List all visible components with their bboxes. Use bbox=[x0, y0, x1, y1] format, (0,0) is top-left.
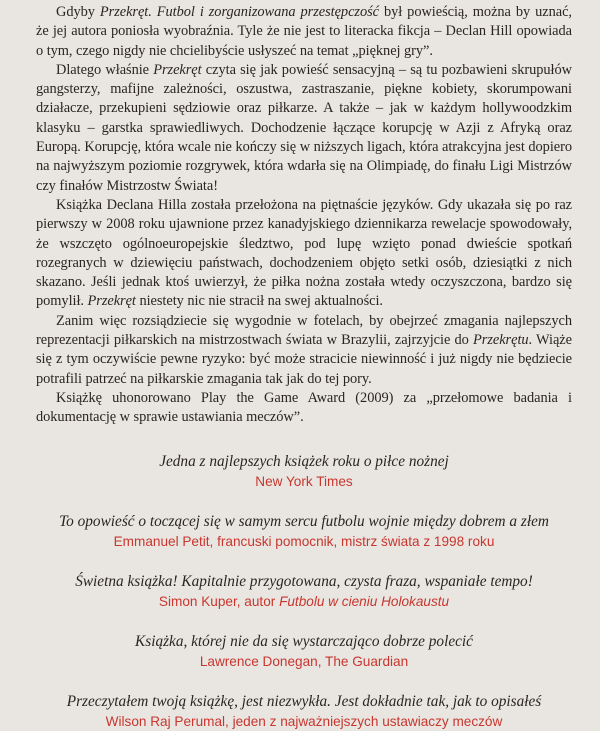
quote-source-author: Simon Kuper, autor bbox=[158, 593, 280, 609]
quote-source: Wilson Raj Perumal, jeden z najważniejszych ustawiaczy meczów bbox=[105, 713, 503, 729]
quote-source: Emmanuel Petit, francuski pomocnik, mistrz świata z 1998 roku bbox=[113, 533, 495, 549]
blurb-paragraph-2 bbox=[36, 61, 572, 196]
quote-source: Lawrence Donegan, The Guardian bbox=[199, 653, 409, 669]
quote-source: New York Times bbox=[255, 473, 353, 489]
review-quote bbox=[36, 692, 572, 731]
book-title-italic: Przekręt. Futbol i zorganizowana przestępczość bbox=[99, 4, 379, 20]
blurb-text: był powieścią, można by uznać, że jej autora poniosła wyobraźnia. Tyle że nie jest to literacka fikcja – Declan Hill opowiada o tym, czego nigdy nie chcielibyście usłyszeć na temat „pięknej gry”. bbox=[36, 4, 572, 59]
blurb-paragraph-1 bbox=[36, 3, 572, 61]
blurb-paragraph-5: Książkę uhonorowano Play the Game Award (2009) za „przełomowe badania i dokumentację w sprawie ustawiania meczów”. bbox=[36, 389, 572, 426]
review-quotes bbox=[36, 452, 572, 731]
quote-text: Przeczytałem twoją książkę, jest niezwykła. Jest dokładnie tak, jak to opisałeś bbox=[66, 692, 542, 710]
book-title-italic: Przekręt bbox=[153, 61, 202, 78]
blurb-text: Zanim więc rozsiądziecie się wygodnie w fotelach, by obejrzeć zmagania najlepszych reprezentacji piłkarskich na mistrzostwach świata w Brazylii, zajrzyjcie do bbox=[36, 312, 572, 349]
quote-text: To opowieść o toczącej się w samym sercu futbolu wojnie między dobrem a złem bbox=[59, 512, 549, 530]
quote-source-book-title: Futbolu w cieniu Holokaustu bbox=[279, 593, 450, 609]
book-title-italic: Przekrętu bbox=[473, 332, 529, 349]
blurb-text: Dlatego właśnie bbox=[56, 61, 154, 78]
review-quote bbox=[36, 632, 572, 671]
quote-source bbox=[36, 592, 572, 611]
blurb-text: niestety nic nie stracił na swej aktualności. bbox=[135, 293, 383, 310]
blurb-paragraph-4 bbox=[36, 312, 572, 389]
book-blurb bbox=[36, 3, 572, 428]
blurb-text: czyta się jak powieść sensacyjną – są tu pozbawieni skrupułów gangsterzy, mafijne zależności, oszustwa, zastraszanie, piękne kobiety, skorumpowani działacze, przekupieni sędziowie oraz piłkarze. A także – jak w każdym hollywoodzkim klasyku – garstka sprawiedliwych. Dochodzenie łączące korupcję w Azji z Afryką oraz Europą. Korupcję, która wcale nie kończy się w niższych ligach, która atrakcyjna jest dopiero na najwyższym poziomie rozgrywek, która wdarła się na Olimpiadę, do finału Ligi Mistrzów czy finałów Mistrzostw Świata! bbox=[36, 61, 572, 194]
review-quote bbox=[36, 572, 572, 611]
blurb-text: Książka Declana Hilla została przełożona na piętnaście języków. Gdy ukazała się po raz pierwszy w 2008 roku ujawnione przez kanadyjskiego dziennikarza rewelacje spowodowały, że wszczęto ogólnoeuropejskie śledztwo, pod lupę wzięto ponad dwieście spotkań rozegranych w dziewięciu państwach, dochodzeniem objęto setki osób, dziesiątki z nich skazano. Jeśli jednak ktoś uwierzył, że piłka nożna została wtedy oczyszczona, bardzo się pomylił. bbox=[36, 196, 572, 310]
review-quote bbox=[36, 512, 572, 551]
blurb-paragraph-3 bbox=[36, 196, 572, 312]
quote-text: Świetna książka! Kapitalnie przygotowana, czysta fraza, wspaniałe tempo! bbox=[75, 572, 533, 590]
blurb-text: Gdyby bbox=[56, 4, 100, 20]
quote-text: Jedna z najlepszych książek roku o piłce nożnej bbox=[159, 452, 449, 470]
quote-text: Książka, której nie da się wystarczająco dobrze polecić bbox=[135, 632, 473, 650]
book-title-italic: Przekręt bbox=[87, 293, 136, 310]
review-quote bbox=[36, 452, 572, 491]
blurb-text: . Wiąże się z tym oczywiście pewne ryzyko: być może stracicie niewinność i już nigdy nie będziecie potrafili patrzeć na piłkarskie zmagania tak jak do tej pory. bbox=[36, 332, 572, 387]
